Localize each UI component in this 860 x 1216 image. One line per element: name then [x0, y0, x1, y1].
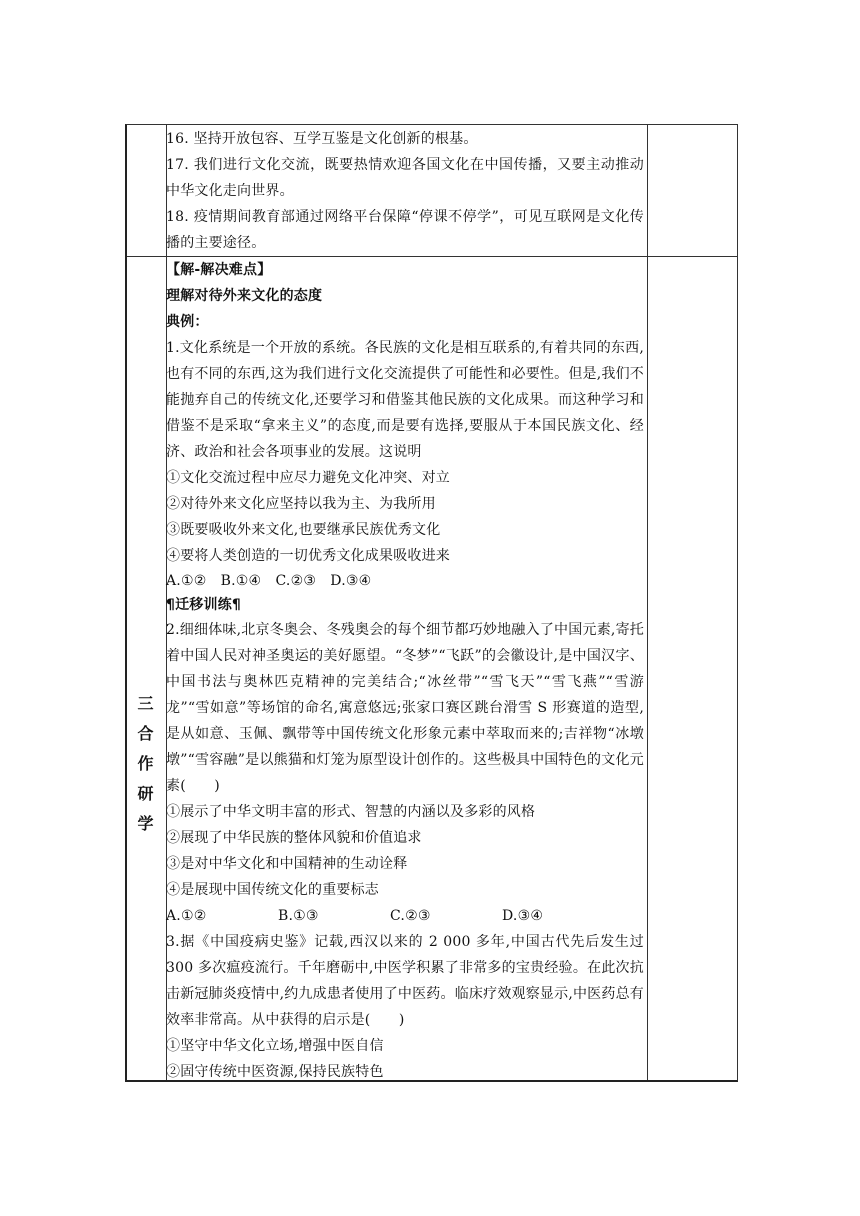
question-2-option-a: A.①② [166, 908, 207, 924]
section-label-vertical [127, 689, 164, 839]
question-1-choice-3: ③既要吸收外来文化,也要继承民族优秀文化 [166, 522, 441, 538]
column-divider-right [647, 125, 648, 1080]
statement-18: 18. 疫情期间教育部通过网络平台保障“停课不停学”，可见互联网是文化传播的主要途径。 [166, 209, 644, 251]
section-label-char-1: 三 [137, 694, 154, 713]
row1-content [166, 126, 644, 256]
question-2-choice-3: ③是对中华文化和中国精神的生动诠释 [166, 856, 408, 872]
question-2-stem: 2.细细体味,北京冬奥会、冬残奥会的每个细节都巧妙地融入了中国元素,寄托着中国人民对神圣奥运的美好愿望。“冬梦”“飞跃”的会徽设计,是中国汉字、中国书法与奥林匹克精神的完美结合;“冰丝带”“雪飞天”“雪飞燕”“雪游龙”“雪如意”等场馆的命名,寓意悠远;张家口赛区跳台滑雪 S 形赛道的造型,是从如意、玉佩、飘带等中国传统文化形象元素中萃取而来的;吉祥物“冰墩墩”“雪容融”是以熊猫和灯笼为原型设计创作的。这些极具中国特色的文化元素( ) [166, 622, 644, 794]
row2-content [166, 257, 644, 1085]
section-label-char-3: 作 [137, 754, 154, 773]
question-3-choice-1: ①坚守中华文化立场,增强中医自信 [166, 1038, 384, 1054]
transfer-training-label: ¶迁移训练¶ [166, 597, 242, 613]
question-3-choice-2: ②固守传统中医资源,保持民族特色 [166, 1064, 384, 1080]
question-2-choice-1: ①展示了中华文明丰富的形式、智慧的内涵以及多彩的风格 [166, 804, 536, 820]
section-heading: 【解-解决难点】 [166, 262, 272, 278]
statement-16: 16. 坚持开放包容、互学互鉴是文化创新的根基。 [166, 131, 478, 147]
question-3-stem: 3.据《中国疫病史鉴》记载,西汉以来的 2 000 多年,中国古代先后发生过 300 多次瘟疫流行。千年磨砺中,中医学积累了非常多的宝贵经验。在此次抗击新冠肺炎疫情中,约九成患者使用了中医药。临床疗效观察显示,中医药总有效率非常高。从中获得的启示是( ) [166, 934, 644, 1028]
question-2-choice-4: ④是展现中国传统文化的重要标志 [166, 882, 379, 898]
question-1-choice-4: ④要将人类创造的一切优秀文化成果吸收进来 [166, 548, 450, 564]
question-2-options [166, 903, 644, 929]
statement-17: 17. 我们进行文化交流，既要热情欢迎各国文化在中国传播，又要主动推动中华文化走向世界。 [166, 157, 644, 199]
question-2-option-b: B.①③ [278, 908, 319, 924]
topic-title: 理解对待外来文化的态度 [166, 288, 323, 304]
question-1-stem: 1.文化系统是一个开放的系统。各民族的文化是相互联系的,有着共同的东西,也有不同的东西,这为我们进行文化交流提供了可能性和必要性。但是,我们不能抛弃自己的传统文化,还要学习和借鉴其他民族的文化成果。而这种学习和借鉴不是采取“拿来主义”的态度,而是要有选择,要服从于本国民族文化、经济、政治和社会各项事业的发展。这说明 [166, 340, 644, 460]
question-1-choice-2: ②对待外来文化应坚持以我为主、为我所用 [166, 496, 436, 512]
question-1-choice-1: ①文化交流过程中应尽力避免文化冲突、对立 [166, 470, 450, 486]
section-label-char-4: 研 [137, 784, 154, 803]
example-label: 典例： [166, 314, 209, 330]
question-2-option-d: D.③④ [502, 908, 544, 924]
section-label-char-5: 学 [137, 814, 154, 833]
question-2-option-c: C.②③ [390, 908, 431, 924]
question-2-choice-2: ②展现了中华民族的整体风貌和价值追求 [166, 830, 422, 846]
section-label-char-2: 合 [137, 724, 154, 743]
question-1-options: A.①② B.①④ C.②③ D.③④ [166, 573, 372, 589]
